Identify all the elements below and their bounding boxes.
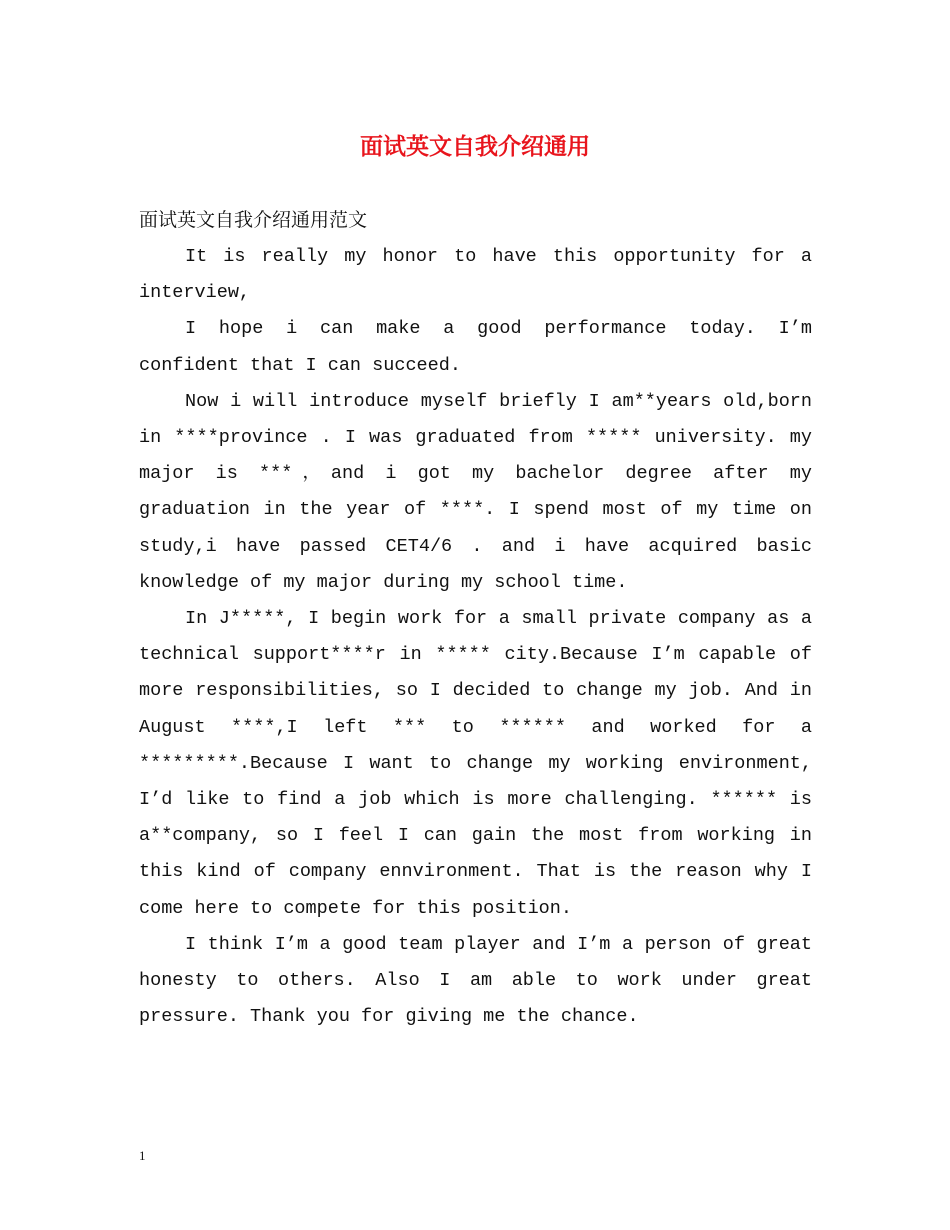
paragraph-5: I think I’m a good team player and I’m a person of great honesty to others. Also I am able to work under great pressure. Thank you for giving me the chance. bbox=[139, 933, 812, 1028]
page-number: 1 bbox=[139, 1148, 146, 1163]
document-subtitle: 面试英文自我介绍通用范文 bbox=[139, 209, 368, 231]
paragraph-4: In J*****, I begin work for a small private company as a technical support****r in ***** city.Because I’m capable of more responsibilities, so I decided to change my job. And in August ****,I left *** to ****** and worked for a *********.Because I want to change my working environment, I’d like to find a job which is more challenging. ****** is a**company, so I feel I can gain the most from working in this kind of company ennvironment. That is the reason why I come here to compete for this position. bbox=[139, 608, 812, 919]
document-title: 面试英文自我介绍通用 bbox=[360, 133, 590, 160]
document-body bbox=[139, 239, 812, 1035]
paragraph-3: Now i will introduce myself briefly I am**years old,born in ****province . I was graduated from ***** university. my major is ***，and i got my bachelor degree after my graduation in the year of ****. I spend most of my time on study,i have passed CET4/6 . and i have acquired basic knowledge of my major during my school time. bbox=[139, 390, 812, 593]
paragraph-1: It is really my honor to have this opportunity for a interview, bbox=[139, 246, 812, 304]
paragraph-2: I hope i can make a good performance today. I’m confident that I can succeed. bbox=[139, 318, 812, 376]
